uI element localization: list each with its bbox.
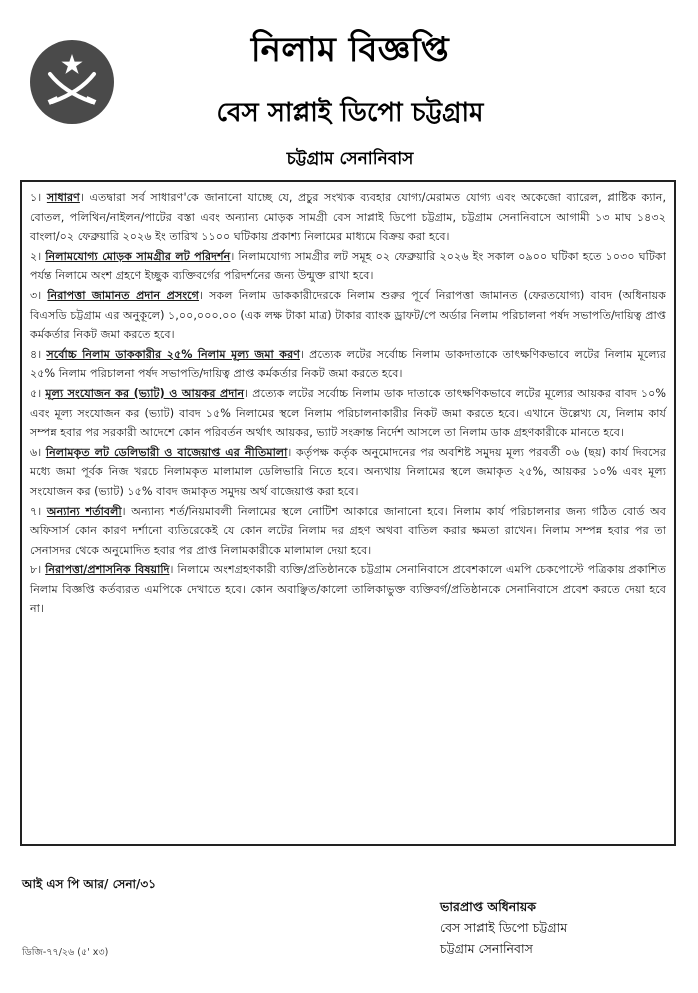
section-2 xyxy=(30,247,666,286)
signature-block xyxy=(440,896,670,959)
section-8 xyxy=(30,560,666,619)
section-number: ২। xyxy=(30,249,42,263)
section-text: । প্রত্যেক লটের সর্বোচ্চ নিলাম ডাকদাতাকে তাৎক্ষণিকভাবে লটের নিলাম মূল্যের ২৫% নিলাম পরিচালনা পর্ষদ সভাপতি/দায়িত্ব প্রাপ্ত কর্মকর্তার নিকট জমা করতে হবে। xyxy=(30,347,666,381)
section-5 xyxy=(30,384,666,443)
section-number: ৭। xyxy=(30,504,42,518)
section-text: । সকল নিলাম ডাককারীদেরকে নিলাম শুরুর পূর্বে নিরাপত্তা জামানত (ফেরতযোগ্য) বাবদ (অধিনায়ক বিএসডি চট্টগ্রাম এর অনুকূলে) ১,০০,০০০.০০ (এক লক্ষ টাকা মাত্র) টাকার ব্যাংক ড্রাফট/পে অর্ডার নিলাম পরিচালনা পর্ষদ সভাপতি/দায়িত্ব প্রাপ্ত কর্মকর্তার নিকট জমা করতে হবে। xyxy=(30,288,666,342)
publication-code: ডিজি-৭৭/২৬ (৫' x৩) xyxy=(22,947,109,958)
press-reference: আই এস পি আর/ সেনা/৩১ xyxy=(22,877,156,891)
organization-name: বেস সাপ্লাই ডিপো চট্টগ্রাম xyxy=(216,98,484,128)
notice-title: নিলাম বিজ্ঞপ্তি xyxy=(250,30,450,70)
section-number: ৮। xyxy=(30,563,42,577)
section-number: ৬। xyxy=(30,445,42,459)
section-number: ৩। xyxy=(30,288,42,302)
army-emblem xyxy=(30,40,114,124)
section-text: । প্রত্যেক লটের সর্বোচ্চ নিলাম ডাক দাতাকে তাৎক্ষণিকভাবে লটের মূল্যের আয়কর বাবদ ১০% এবং মূল্য সংযোজন কর (ভ্যাট) বাবদ ১৫% নিলামের স্থলে নিলাম পরিচালনাকারীর নিকট জমা করতে হবে। এখানে উল্লেখ্য যে, নিলাম কার্য সম্পন্ন হবার পর সরকারী আদেশে কোন পরিবর্তন অর্থাৎ আয়কর, ভ্যাট সংক্রান্ত নির্দেশ আসলে তা নিলাম ডাক গ্রহণকারীকে মানতে হবে। xyxy=(30,386,666,440)
section-text: । নিলামে অংশগ্রহণকারী ব্যক্তি/প্রতিষ্ঠানকে চট্টগ্রাম সেনানিবাসে প্রবেশকালে এমপি চেকপোস্টে পত্রিকায় প্রকাশিত নিলাম বিজ্ঞপ্তি কর্তব্যরত এমপিকে দেখাতে হবে। কোন অবাঞ্ছিত/কালো তালিকাভুক্ত ব্যক্তিবর্গ/প্রতিষ্ঠানকে সেনানিবাসে প্রবেশ করতে দেয়া হবে না। xyxy=(30,563,666,616)
signatory-place: চট্টগ্রাম সেনানিবাস xyxy=(440,941,533,956)
location-name: চট্টগ্রাম সেনানিবাস xyxy=(286,149,414,169)
section-number: ৫। xyxy=(30,386,42,400)
section-number: ১। xyxy=(30,191,42,204)
section-heading: মূল্য সংযোজন কর (ভ্যাট) ও আয়কর প্রদান xyxy=(45,386,245,400)
section-7 xyxy=(30,502,666,561)
notice-body xyxy=(20,180,676,846)
section-6 xyxy=(30,443,666,502)
section-heading: অন্যান্য শর্তাবলী xyxy=(46,504,122,518)
section-4 xyxy=(30,345,666,384)
section-heading: নিলামযোগ্য মোড়ক সামগ্রীর লট পরিদর্শন xyxy=(45,249,231,263)
section-heading: সাধারণ xyxy=(46,191,80,204)
signatory-unit: বেস সাপ্লাই ডিপো চট্টগ্রাম xyxy=(440,920,568,935)
section-text: । নিলামযোগ্য সামগ্রীর লট সমূহ ০২ ফেব্রুয়ারি ২০২৬ ইং সকাল ০৯০০ ঘটিকা হতে ১০৩০ ঘটিকা পর্যন্ত নিলামে অংশ গ্রহণে ইচ্ছুক ব্যক্তিবর্গের পরিদর্শনের জন্য উন্মুক্ত রাখা হবে। xyxy=(30,249,666,283)
section-text: । কর্তৃপক্ষ কর্তৃক অনুমোদনের পর অবশিষ্ট সমুদয় মূল্য পরবর্তী ০৬ (ছয়) কার্য দিবসের মধ্যে জমা পূর্বক নিজ খরচে নিলামকৃত মালামাল ডেলিভারি নিতে হবে। অন্যথায় নিলামের স্থলে জমাকৃত ২৫%, আয়কর ১০% এবং মূল্য সংযোজন কর (ভ্যাট) ১৫% বাবদ জমাকৃত সমুদয় অর্থ বাজেয়াপ্ত করা হবে। xyxy=(30,445,666,498)
section-number: ৪। xyxy=(30,347,42,361)
section-heading: নিলামকৃত লট ডেলিভারী ও বাজেয়াপ্ত এর নীতিমালা xyxy=(45,445,288,459)
section-text: । অন্যান্য শর্ত/নিয়মাবলী নিলামের স্থলে নোটিশ আকারে জানানো হবে। নিলাম কার্য পরিচালনার জন্য গঠিত বোর্ড অব অফিসার্স কোন কারণ দর্শানো ব্যতিরেকেই যে কোন লটের নিলাম দর গ্রহণ অথবা বাতিল করার ক্ষমতা রাখেন। নিলাম সম্পন্ন হবার পর তা সেনাসদর থেকে অনুমোদিত হবার পর প্রাপ্ত নিলামকারীকে মালামাল দেয়া হবে। xyxy=(30,504,666,557)
signatory-role: ভারপ্রাপ্ত অধিনায়ক xyxy=(440,899,536,914)
section-3 xyxy=(30,286,666,345)
section-1 xyxy=(30,188,666,247)
section-heading: নিরাপত্তা জামানত প্রদান প্রসংগে xyxy=(47,288,200,302)
section-heading: নিরাপত্তা/প্রশাসনিক বিষয়াদি xyxy=(45,563,170,577)
section-text: । এতদ্বারা সর্ব সাধারণ'কে জানানো যাচ্ছে যে, প্রচুর সংখ্যক ব্যবহার যোগ্য/মেরামত যোগ্য এবং অকেজো ব্যারেল, প্লাষ্টিক ক্যান, বোতল, পলিথিন/নাইলন/পাটের বস্তা এবং অন্যান্য মোড়ক সামগ্রী বেস সাপ্লাই ডিপো চট্টগ্রাম, চট্টগ্রাম সেনানিবাসে আগামী ১৩ মাঘ ১৪৩২ বাংলা/০২ ফেব্রুয়ারি ২০২৬ ইং তারিখ ১১০০ ঘটিকায় প্রকাশ্য নিলামের মাধ্যমে বিক্রয় করা হবে। xyxy=(30,191,666,244)
crossed-swords-star-emblem-icon xyxy=(30,40,114,124)
section-heading: সর্বোচ্চ নিলাম ডাককারীর ২৫% নিলাম মূল্য জমা করণ xyxy=(46,347,301,361)
